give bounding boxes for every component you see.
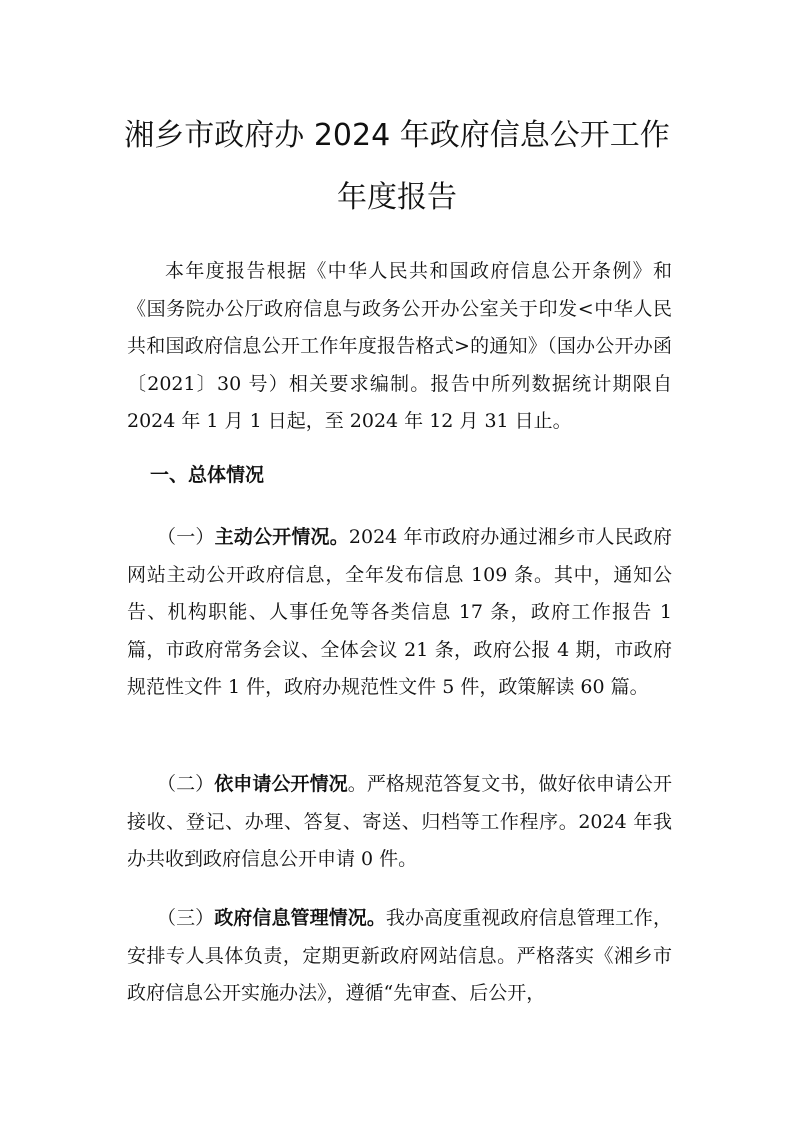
subsection-body: 。严格规范答复文书，做好依申请公开接收、登记、办理、答复、寄送、归档等工作程序。2024 年我办共收到政府信息公开申请 0 件。: [127, 773, 672, 870]
subsection-lead: 依申请公开情况: [214, 773, 348, 795]
intro-paragraph: 本年度报告根据《中华人民共和国政府信息公开条例》和《国务院办公厅政府信息与政务公开办公室关于印发<中华人民共和国政府信息公开工作年度报告格式>的通知》（国办公开办函〔2021〕30 号）相关要求编制。报告中所列数据统计期限自 2024 年 1 月 1 日起，至 2024 年 12 月 31 日止。: [127, 260, 672, 432]
document-title-line2: 年度报告: [337, 180, 457, 215]
subsection-prefix: （二）: [157, 773, 215, 795]
subsection-info-management: [127, 900, 672, 1013]
section-heading-overview: 一、总体情况: [150, 464, 265, 486]
subsection-request-disclosure: [127, 766, 672, 879]
subsection-lead: 政府信息管理情况。: [214, 907, 386, 929]
subsection-prefix: （三）: [157, 907, 215, 929]
subsection-lead: 主动公开情况。: [214, 526, 349, 548]
document-title-line1: 湘乡市政府办 2024 年政府信息公开工作: [124, 118, 670, 153]
subsection-body: 2024 年市政府办通过湘乡市人民政府网站主动公开政府信息，全年发布信息 109 条。其中，通知公告、机构职能、人事任免等各类信息 17 条，政府工作报告 1 篇，市政府常务会议、全体会议 21 条，政府公报 4 期，市政府规范性文件 1 件，政府办规范性文件 5 件，政策解读 60 篇。: [127, 526, 672, 698]
subsection-body: 我办高度重视政府信息管理工作，安排专人具体负责，定期更新政府网站信息。严格落实《湘乡市政府信息公开实施办法》，遵循“先审查、后公开，: [127, 907, 672, 1004]
subsection-active-disclosure: [127, 519, 672, 707]
subsection-prefix: （一）: [157, 526, 215, 548]
